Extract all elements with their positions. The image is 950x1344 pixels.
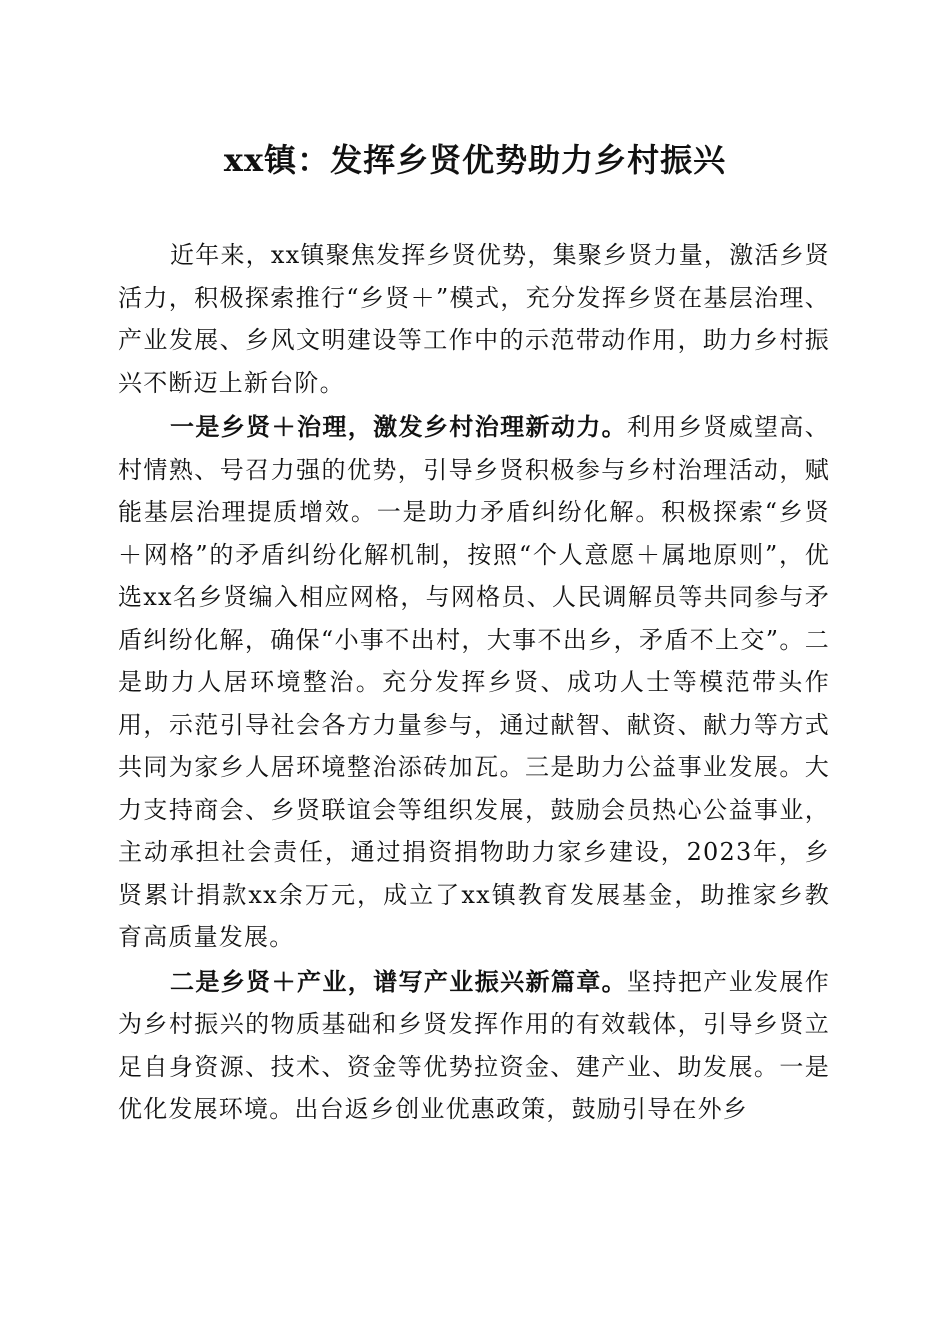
paragraph-industry: [118, 961, 830, 1131]
page-title: xx镇：发挥乡贤优势助力乡村振兴: [223, 141, 727, 179]
paragraph-intro: [118, 234, 830, 404]
article-body: [118, 234, 830, 1133]
paragraph-industry-heading: 二是乡贤＋产业，谱写产业振兴新篇章。: [170, 966, 628, 996]
paragraph-governance-text: 利用乡贤威望高、村情熟、号召力强的优势，引导乡贤积极参与乡村治理活动，赋能基层治理提质增效。一是助力矛盾纠纷化解。积极探索“乡贤＋网格”的矛盾纠纷化解机制，按照“个人意愿＋属地原则”，优选xx名乡贤编入相应网格，与网格员、人民调解员等共同参与矛盾纠纷化解，确保“小事不出村，大事不出乡，矛盾不上交”。二是助力人居环境整治。充分发挥乡贤、成功人士等模范带头作用，示范引导社会各方力量参与，通过献智、献资、献力等方式共同为家乡人居环境整治添砖加瓦。三是助力公益事业发展。大力支持商会、乡贤联谊会等组织发展，鼓励会员热心公益事业，主动承担社会责任，通过捐资捐物助力家乡建设，2023年，乡贤累计捐款xx余万元，成立了xx镇教育发展基金，助推家乡教育高质量发展。: [118, 413, 830, 951]
paragraph-governance-heading: 一是乡贤＋治理，激发乡村治理新动力。: [170, 412, 628, 441]
paragraph-intro-text: 近年来，xx镇聚焦发挥乡贤优势，集聚乡贤力量，激活乡贤活力，积极探索推行“乡贤＋”模式，充分发挥乡贤在基层治理、产业发展、乡风文明建设等工作中的示范带动作用，助力乡村振兴不断迈上新台阶。: [118, 241, 830, 397]
paragraph-governance: [118, 406, 830, 959]
paragraph-industry-text: 坚持把产业发展作为乡村振兴的物质基础和乡贤发挥作用的有效载体，引导乡贤立足自身资源、技术、资金等优势拉资金、建产业、助发展。一是优化发展环境。出台返乡创业优惠政策，鼓励引导在外乡: [118, 967, 830, 1123]
